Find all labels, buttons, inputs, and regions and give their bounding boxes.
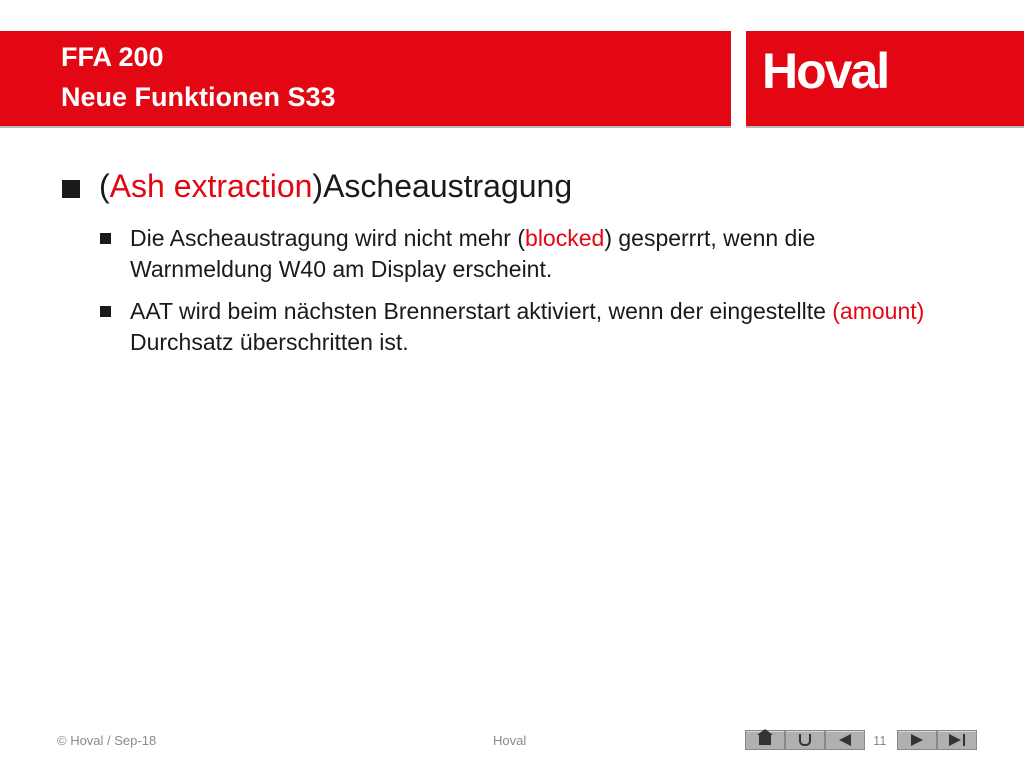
last-slide-button[interactable] (937, 730, 977, 750)
main-bullet-text (99, 168, 572, 205)
home-icon (759, 735, 771, 745)
text-after: Durchsatz überschritten ist. (130, 329, 409, 355)
previous-icon (839, 734, 851, 746)
paren-open: ( (99, 168, 110, 204)
logo-text: Hoval (762, 43, 889, 99)
sub-bullet-text (130, 296, 950, 358)
text-before: AAT wird beim nächsten Brennerstart aktiviert, wenn der eingestellte (130, 298, 833, 324)
footer-center: Hoval (493, 733, 527, 748)
page-number: 11 (873, 733, 887, 748)
english-term: Ash extraction (109, 168, 313, 204)
last-icon (949, 734, 961, 746)
next-icon (911, 734, 923, 746)
next-slide-button[interactable] (897, 730, 937, 750)
slide-subtitle: Neue Funktionen S33 (61, 82, 336, 112)
bullet-square-icon (100, 306, 111, 317)
paren-close: ) (312, 168, 324, 204)
highlight-term: (amount) (832, 298, 925, 324)
return-icon (799, 734, 811, 746)
home-button[interactable] (745, 730, 785, 750)
title-bar (0, 31, 731, 128)
text-before: Die Ascheaustragung wird nicht mehr ( (130, 225, 526, 251)
hoval-logo (746, 31, 1024, 128)
previous-slide-button[interactable] (825, 730, 865, 750)
german-term: Ascheaustragung (323, 168, 573, 204)
footer-copyright: © Hoval / Sep-18 (57, 733, 157, 748)
highlight-term: blocked (525, 225, 605, 251)
return-button[interactable] (785, 730, 825, 750)
last-bar-icon (963, 734, 965, 746)
slide-title: FFA 200 (61, 42, 164, 72)
sub-bullet-text (130, 223, 950, 285)
bullet-square-icon (100, 233, 111, 244)
bullet-square-icon (62, 180, 80, 198)
text-after: ) gesperrrt, wenn die Warnmeldung W40 am Display erscheint. (130, 225, 816, 282)
